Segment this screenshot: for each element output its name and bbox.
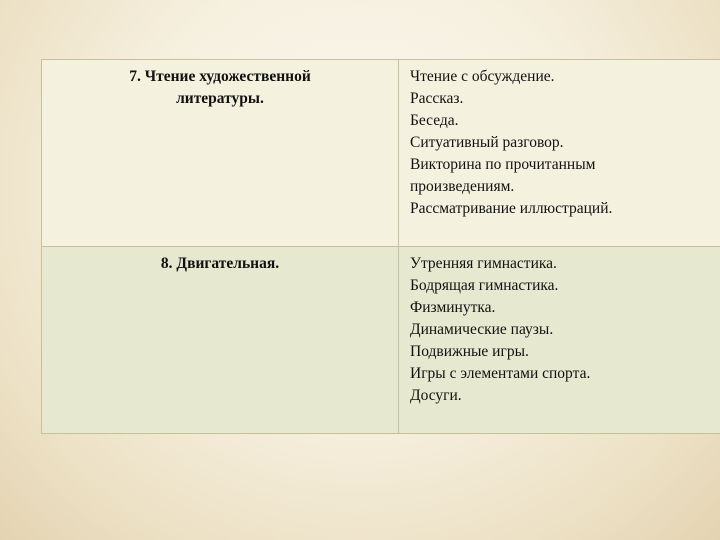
activity-category-cell: [42, 60, 399, 247]
category-line: 8. Двигательная.: [160, 255, 280, 272]
table-row: [42, 247, 720, 434]
activity-category-cell: [42, 247, 399, 434]
form-item: Утренняя гимнастика.: [410, 255, 557, 272]
form-item: Динамические паузы.: [410, 321, 554, 338]
table-row: [42, 60, 720, 247]
form-item: Викторина по прочитанным: [410, 156, 596, 173]
form-item: произведениям.: [410, 178, 515, 195]
form-item: Бодрящая гимнастика.: [410, 277, 559, 294]
form-item: Рассказ.: [410, 90, 464, 107]
activity-forms-cell: [399, 60, 720, 247]
activity-forms-cell: [399, 247, 720, 434]
form-item: Игры с элементами спорта.: [410, 365, 591, 382]
form-item: Чтение с обсуждение.: [410, 68, 555, 85]
form-item: Физминутка.: [410, 299, 496, 316]
activity-table: [41, 59, 720, 434]
category-line: литературы.: [176, 90, 264, 107]
form-item: Досуги.: [410, 387, 462, 404]
form-item: Подвижные игры.: [410, 343, 529, 360]
form-item: Беседа.: [410, 112, 459, 129]
category-line: 7. Чтение художественной: [129, 68, 311, 85]
form-item: Ситуативный разговор.: [410, 134, 564, 151]
form-item: Рассматривание иллюстраций.: [410, 200, 613, 217]
